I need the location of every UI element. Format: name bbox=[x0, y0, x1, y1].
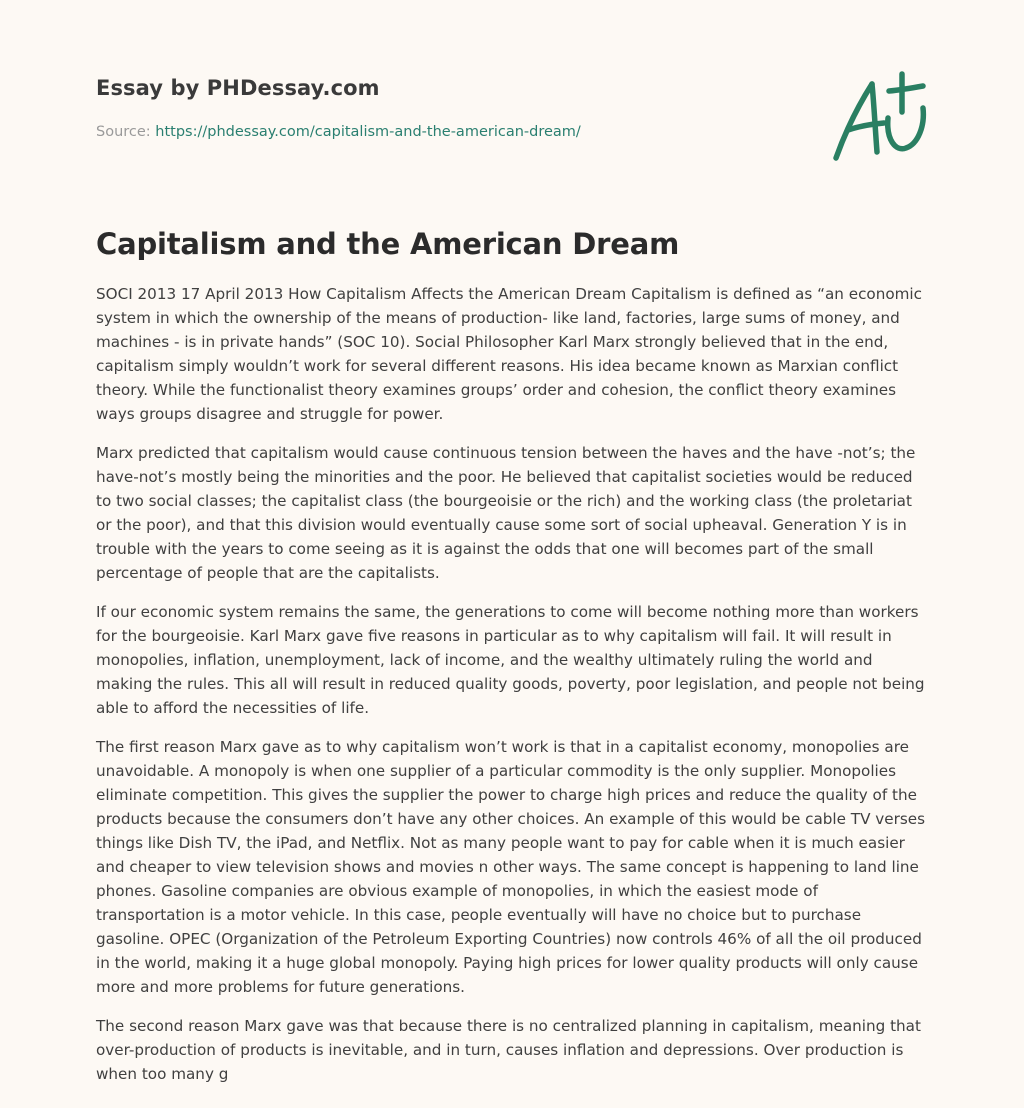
a-plus-logo-icon bbox=[828, 68, 932, 168]
source-line bbox=[96, 124, 581, 140]
paragraph: The second reason Marx gave was that because there is no centralized planning in capitalism, meaning that over-production of products is inevitable, and in turn, causes inflation and depressions. Over production is when too many g bbox=[96, 1017, 921, 1083]
essay-title: Capitalism and the American Dream bbox=[96, 227, 680, 261]
source-label: Source: bbox=[96, 124, 151, 140]
source-link[interactable]: https://phdessay.com/capitalism-and-the-american-dream/ bbox=[155, 124, 581, 140]
paragraph: The first reason Marx gave as to why capitalism won’t work is that in a capitalist economy, monopolies are unavoidable. A monopoly is when one supplier of a particular commodity is the only supplier. Monopolies eliminate competition. This gives the supplier the power to charge high prices and reduce the quality of the products because the consumers don’t have any other choices. An example of this would be cable TV verses things like Dish TV, the iPad, and Netflix. Not as many people want to pay for cable when it is much easier and cheaper to view television shows and movies n other ways. The same concept is happening to land line phones. Gasoline companies are obvious example of monopolies, in which the easiest mode of transportation is a motor vehicle. In this case, people eventually will have no choice but to purchase gasoline. OPEC (Organization of the Petroleum Exporting Countries) now controls 46% of all the oil produced in the world, making it a huge global monopoly. Paying high prices for lower quality products will only cause more and more problems for future generations. bbox=[96, 738, 926, 996]
site-title: Essay by PHDessay.com bbox=[96, 76, 380, 100]
essay-body bbox=[96, 282, 928, 1086]
paragraph: Marx predicted that capitalism would cause continuous tension between the haves and the have -not’s; the have-not’s mostly being the minorities and the poor. He believed that capitalist societies would be reduced to two social classes; the capitalist class (the bourgeoisie or the rich) and the working class (the proletariat or the poor), and that this division would eventually cause some sort of social upheaval. Generation Y is in trouble with the years to come seeing as it is against the odds that one will becomes part of the small percentage of people that are the capitalists. bbox=[96, 444, 916, 582]
paragraph: If our economic system remains the same, the generations to come will become nothing more than workers for the bourgeoisie. Karl Marx gave five reasons in particular as to why capitalism will fail. It will result in monopolies, inflation, unemployment, lack of income, and the wealthy ultimately ruling the world and making the rules. This all will result in reduced quality goods, poverty, poor legislation, and people not being able to afford the necessities of life. bbox=[96, 603, 925, 717]
paragraph: SOCI 2013 17 April 2013 How Capitalism Affects the American Dream Capitalism is defined as “an economic system in which the ownership of the means of production- like land, factories, large sums of money, and machines - is in private hands” (SOC 10). Social Philosopher Karl Marx strongly believed that in the end, capitalism simply wouldn’t work for several different reasons. His idea became known as Marxian conflict theory. While the functionalist theory examines groups’ order and cohesion, the conflict theory examines ways groups disagree and struggle for power. bbox=[96, 285, 922, 423]
page-header bbox=[96, 0, 928, 200]
